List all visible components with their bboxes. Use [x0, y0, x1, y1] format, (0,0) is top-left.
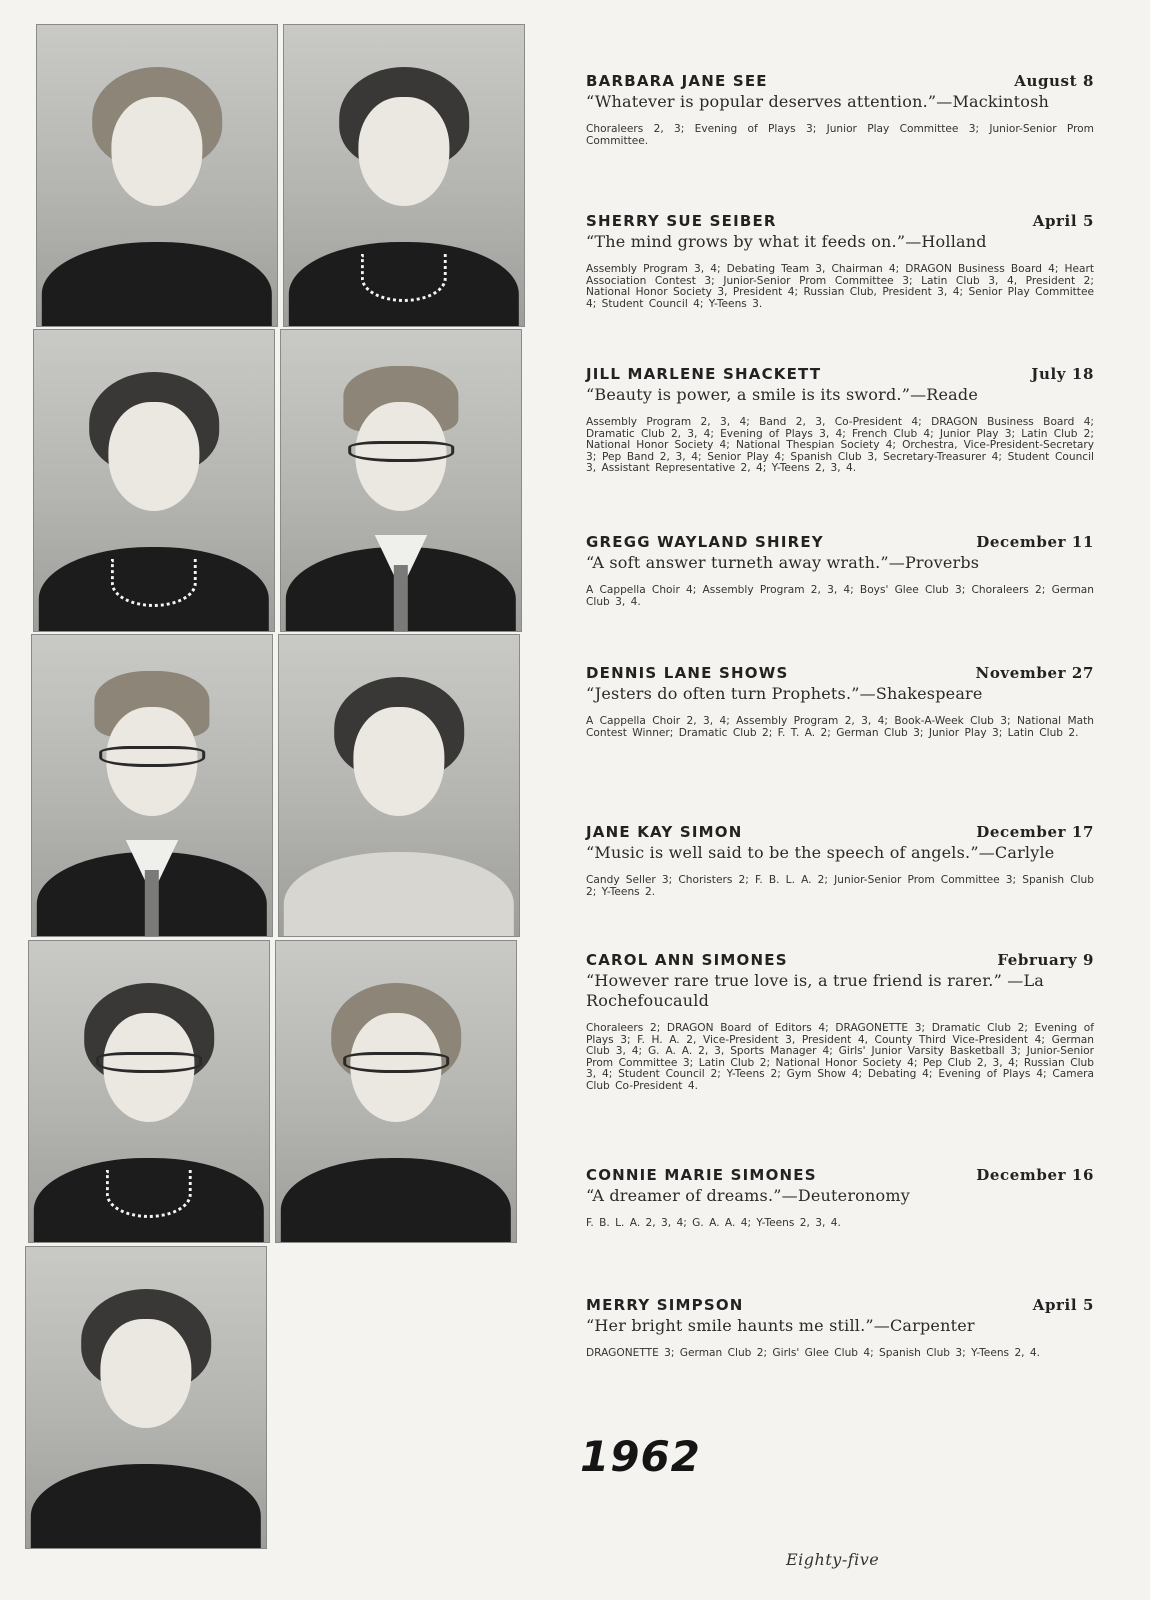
portrait-jane-kay-simon	[278, 634, 520, 937]
activities: DRAGONETTE 3; German Club 2; Girls' Glee Club 4; Spanish Club 3; Y-Teens 2, 4.	[586, 1347, 1041, 1359]
quote: “Music is well said to be the speech of angels.”—Carlyle	[586, 843, 1055, 862]
yearbook-year: 1962	[580, 1432, 701, 1481]
entry-carol-ann-simones	[586, 951, 1094, 1093]
entry-jill-marlene-shackett	[586, 365, 1094, 475]
student-name: GREGG WAYLAND SHIREY	[586, 533, 824, 551]
entry-jane-kay-simon	[586, 823, 1094, 898]
activities: A Cappella Choir 2, 3, 4; Assembly Program 2, 3, 4; Book-A-Week Club 3; National Math Contest Winner; Dramatic Club 2; F. T. A. 2; German Club 3; Junior Play 3; Latin Club 2.	[586, 715, 1094, 739]
quote: “A soft answer turneth away wrath.”—Proverbs	[586, 553, 980, 572]
portrait-jill-marlene-shackett	[33, 329, 275, 632]
entry-sherry-sue-seiber	[586, 212, 1094, 310]
activities: Candy Seller 3; Choristers 2; F. B. L. A. 2; Junior-Senior Prom Committee 3; Spanish Club 2; Y-Teens 2.	[586, 874, 1094, 898]
entry-connie-marie-simones	[586, 1166, 1094, 1230]
birthday: July 18	[1031, 365, 1094, 383]
portrait-sherry-sue-seiber	[283, 24, 525, 327]
quote: “Jesters do often turn Prophets.”—Shakespeare	[586, 684, 983, 703]
page-number: Eighty-five	[786, 1550, 880, 1569]
student-name: SHERRY SUE SEIBER	[586, 212, 777, 230]
portrait-carol-ann-simones	[28, 940, 270, 1243]
activities: Choraleers 2, 3; Evening of Plays 3; Junior Play Committee 3; Junior-Senior Prom Committee.	[586, 123, 1094, 147]
entry-gregg-wayland-shirey	[586, 533, 1094, 608]
portrait-connie-marie-simones	[275, 940, 517, 1243]
quote: “Her bright smile haunts me still.”—Carpenter	[586, 1316, 975, 1335]
student-name: CAROL ANN SIMONES	[586, 951, 788, 969]
entry-barbara-jane-see	[586, 72, 1094, 147]
student-name: MERRY SIMPSON	[586, 1296, 744, 1314]
birthday: December 16	[976, 1166, 1094, 1184]
portrait-column	[0, 0, 540, 1600]
student-name: JANE KAY SIMON	[586, 823, 743, 841]
birthday: December 11	[976, 533, 1094, 551]
birthday: April 5	[1032, 212, 1094, 230]
student-name: JILL MARLENE SHACKETT	[586, 365, 822, 383]
birthday: December 17	[976, 823, 1094, 841]
portrait-gregg-wayland-shirey	[280, 329, 522, 632]
quote: “Whatever is popular deserves attention.”—Mackintosh	[586, 92, 1050, 111]
quote: “However rare true love is, a true friend is rarer.” —La Rochefoucauld	[586, 971, 1045, 1010]
quote: “Beauty is power, a smile is its sword.”—Reade	[586, 385, 979, 404]
entry-dennis-lane-shows	[586, 664, 1094, 739]
student-name: DENNIS LANE SHOWS	[586, 664, 789, 682]
student-name: CONNIE MARIE SIMONES	[586, 1166, 817, 1184]
activities: Choraleers 2; DRAGON Board of Editors 4; DRAGONETTE 3; Dramatic Club 2; Evening of Plays 3; F. H. A. 2, Vice-President 3, President 4, County Third Vice-President 4; German Club 3, 4; G. A. A. 2, 3, Sports Manager 4; Girls' Junior Varsity Basketball 3; Junior-Senior Prom Committee 3; Latin Club 2; National Honor Society 4; Pep Club 2, 3, 4; Russian Club 3, 4; Student Council 2; Y-Teens 2; Gym Show 4; Debating 4; Evening of Plays 4; Camera Club Co-President 4.	[586, 1022, 1094, 1092]
portrait-dennis-lane-shows	[31, 634, 273, 937]
birthday: November 27	[975, 664, 1094, 682]
birthday: August 8	[1014, 72, 1094, 90]
activities: Assembly Program 3, 4; Debating Team 3, Chairman 4; DRAGON Business Board 4; Heart Association Contest 3; Junior-Senior Prom Committee 3; Latin Club 3, 4, President 2; National Honor Society 3, President 4; Russian Club, President 3, 4; Senior Play Committee 4; Student Council 4; Y-Teens 3.	[586, 263, 1094, 310]
portrait-merry-simpson	[25, 1246, 267, 1549]
quote: “A dreamer of dreams.”—Deuteronomy	[586, 1186, 910, 1205]
activities: Assembly Program 2, 3, 4; Band 2, 3, Co-President 4; DRAGON Business Board 4; Dramatic Club 2, 3, 4; Evening of Plays 3, 4; French Club 4; Junior Play 3; Latin Club 2; National Honor Society 4; National Thespian Society 4; Orchestra, Vice-President-Secretary 3; Pep Band 2, 3, 4; Senior Play 4; Spanish Club 3, Secretary-Treasurer 4; Student Council 3, Assistant Representative 2, 4; Y-Teens 2, 3, 4.	[586, 416, 1094, 475]
activities: F. B. L. A. 2, 3, 4; G. A. A. 4; Y-Teens 2, 3, 4.	[586, 1217, 841, 1229]
student-name: BARBARA JANE SEE	[586, 72, 768, 90]
birthday: February 9	[997, 951, 1094, 969]
portrait-barbara-jane-see	[36, 24, 278, 327]
birthday: April 5	[1032, 1296, 1094, 1314]
entry-merry-simpson	[586, 1296, 1094, 1360]
quote: “The mind grows by what it feeds on.”—Holland	[586, 232, 987, 251]
activities: A Cappella Choir 4; Assembly Program 2, 3, 4; Boys' Glee Club 3; Choraleers 2; German Club 3, 4.	[586, 584, 1094, 608]
